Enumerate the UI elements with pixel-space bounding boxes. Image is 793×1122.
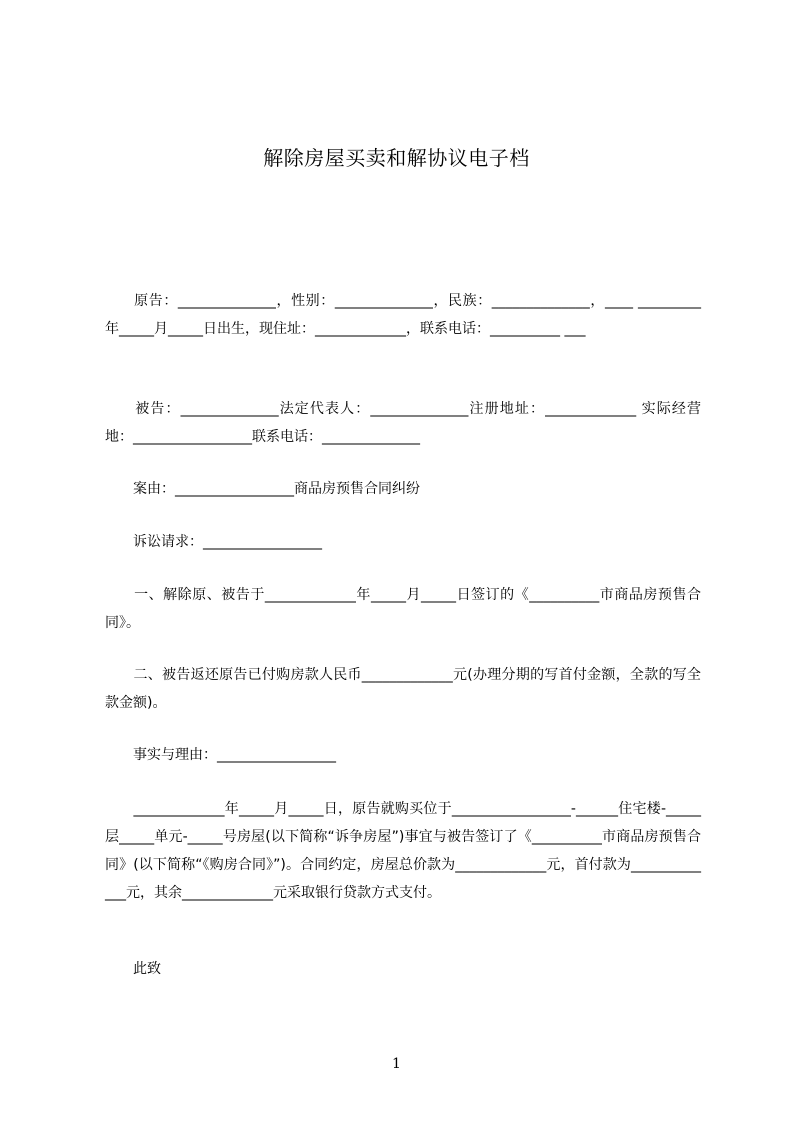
- facts-paragraph: _____________年_____月_____日，原告就购买位于_________________-______住宅楼-_____层_____单元-_____号房屋(以下简称“诉争房屋”)事宜与被告签订了《__________市商品房预售合同》(以下简称“《购房合同》”)。合同约定，房屋总价款为_____________元，首付款为_____________元，其余_____________元采取银行贷款方式支付。: [105, 801, 701, 901]
- plaintiff-paragraph: 原告：______________，性别：______________，民族：______________，____ _________年_____月_____日出生，现住址：_____________，联系电话：__________ ___: [105, 293, 701, 337]
- page-number: 1: [392, 1056, 401, 1072]
- claim-1-paragraph: 一、解除原、被告于_____________年_____月_____日签订的《__________市商品房预售合同》。: [105, 587, 701, 631]
- cause-paragraph: 案由：_________________商品房预售合同纠纷: [105, 481, 420, 497]
- document-title: 解除房屋买卖和解协议电子档: [263, 146, 530, 170]
- closing-text: 此致: [105, 961, 161, 977]
- facts-heading: 事实与理由：_________________: [105, 747, 336, 763]
- claims-heading: 诉讼请求：_________________: [105, 534, 322, 550]
- defendant-paragraph: 被告：______________法定代表人：______________注册地址：_____________ 实际经营地：_________________联系电话：______________: [105, 401, 701, 445]
- claim-2-paragraph: 二、被告返还原告已付购房款人民币_____________元(办理分期的写首付金额，全款的写全款金额)。: [105, 667, 701, 711]
